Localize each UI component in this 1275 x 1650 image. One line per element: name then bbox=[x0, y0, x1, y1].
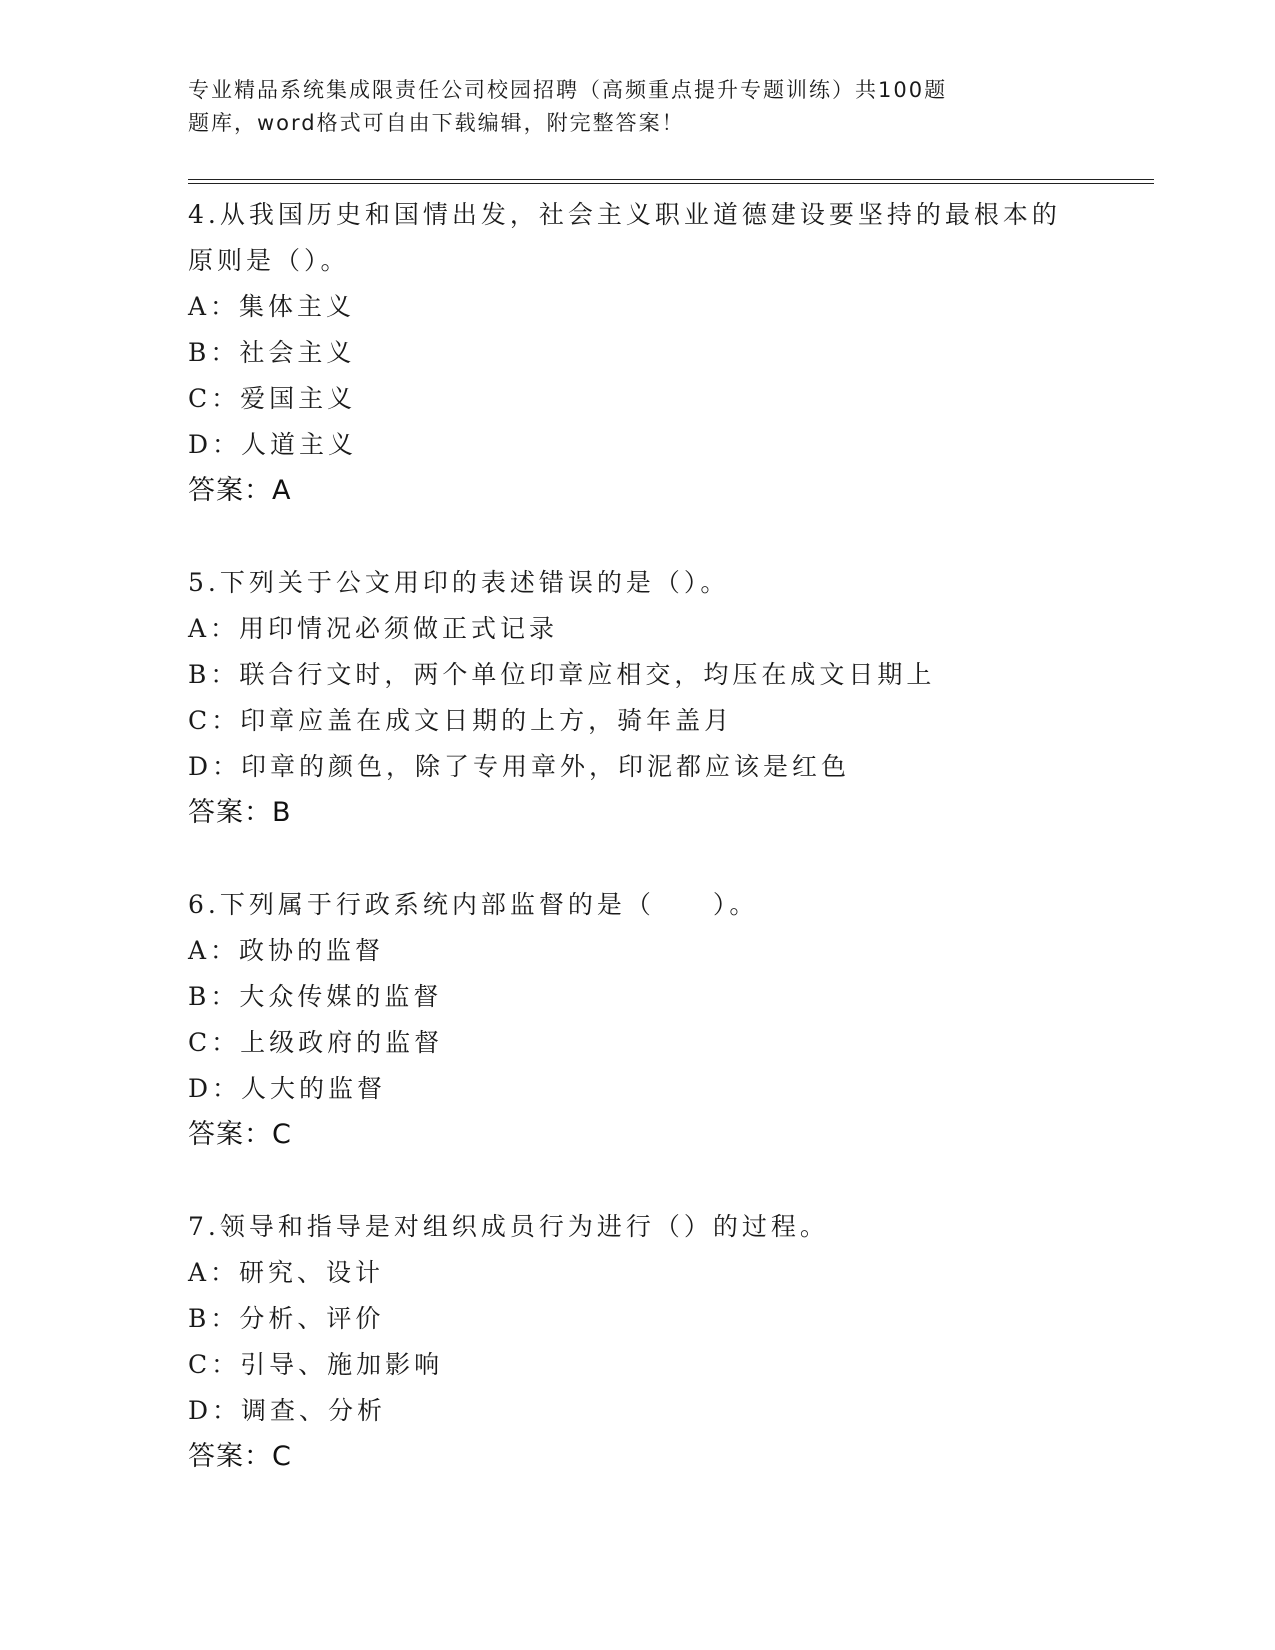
option-a: A：政协的监督 bbox=[188, 936, 385, 965]
document-header bbox=[188, 74, 1018, 140]
option-d: D：人大的监督 bbox=[188, 1074, 387, 1103]
question-5 bbox=[188, 560, 1088, 836]
option-b: B：联合行文时，两个单位印章应相交，均压在成文日期上 bbox=[188, 660, 936, 689]
spacer bbox=[188, 836, 1088, 882]
option-a: A：集体主义 bbox=[188, 292, 356, 321]
answer-line: 答案：A bbox=[188, 475, 292, 506]
header-line-2: 题库，word格式可自由下载编辑，附完整答案！ bbox=[188, 111, 685, 135]
option-c: C：爱国主义 bbox=[188, 384, 357, 413]
option-a: A：研究、设计 bbox=[188, 1258, 385, 1287]
option-b: B：大众传媒的监督 bbox=[188, 982, 443, 1011]
question-stem-continued: 原则是（）。 bbox=[188, 246, 350, 275]
answer-line: 答案：C bbox=[188, 1119, 292, 1150]
spacer bbox=[188, 514, 1088, 560]
option-c: C：上级政府的监督 bbox=[188, 1028, 444, 1057]
option-b: B：分析、评价 bbox=[188, 1304, 385, 1333]
answer-line: 答案：B bbox=[188, 797, 292, 828]
option-b: B：社会主义 bbox=[188, 338, 356, 367]
header-divider-bottom bbox=[188, 183, 1154, 184]
question-stem: 5.下列关于公文用印的表述错误的是（）。 bbox=[188, 568, 730, 597]
question-7 bbox=[188, 1204, 1088, 1480]
option-d: D：印章的颜色，除了专用章外，印泥都应该是红色 bbox=[188, 752, 851, 781]
header-line-1: 专业精品系统集成限责任公司校园招聘（高频重点提升专题训练）共100题 bbox=[188, 78, 948, 102]
question-list bbox=[188, 192, 1088, 1480]
option-c: C：引导、施加影响 bbox=[188, 1350, 444, 1379]
question-6 bbox=[188, 882, 1088, 1158]
spacer bbox=[188, 1158, 1088, 1204]
question-stem: 6.下列属于行政系统内部监督的是（ ）。 bbox=[188, 890, 759, 919]
header-divider-top bbox=[188, 179, 1154, 180]
question-4 bbox=[188, 192, 1088, 514]
option-c: C：印章应盖在成文日期的上方，骑年盖月 bbox=[188, 706, 734, 735]
option-d: D：调查、分析 bbox=[188, 1396, 387, 1425]
question-stem: 7.领导和指导是对组织成员行为进行（）的过程。 bbox=[188, 1212, 829, 1241]
question-stem: 4.从我国历史和国情出发，社会主义职业道德建设要坚持的最根本的 bbox=[188, 200, 1061, 229]
option-d: D：人道主义 bbox=[188, 430, 358, 459]
option-a: A：用印情况必须做正式记录 bbox=[188, 614, 559, 643]
answer-line: 答案：C bbox=[188, 1441, 292, 1472]
